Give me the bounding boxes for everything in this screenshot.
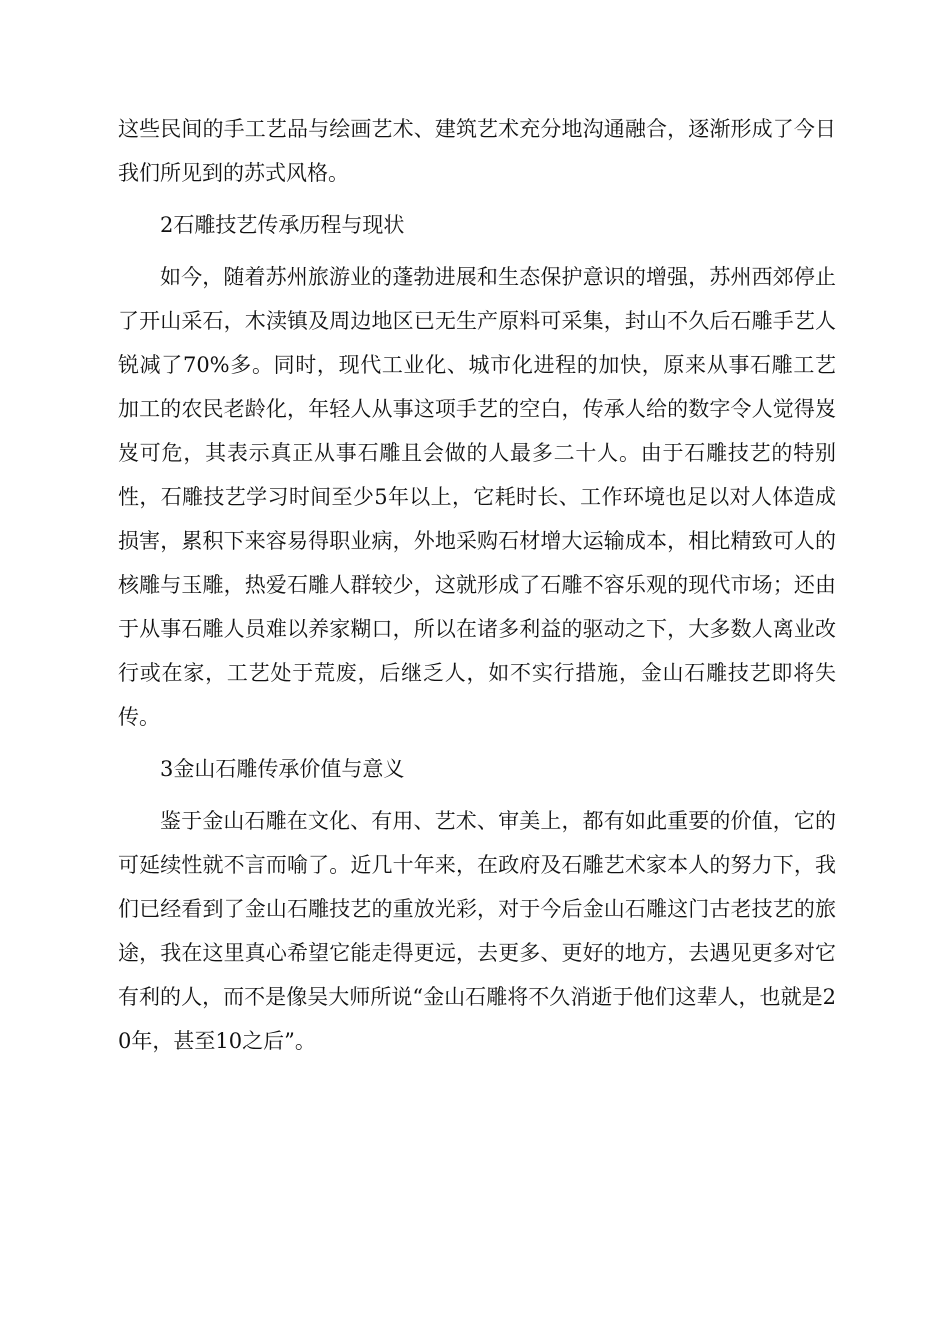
paragraph-section-3: 鉴于金山石雕在文化、有用、艺术、审美上，都有如此重要的价值，它的可延续性就不言而喻了。近几十年来，在政府及石雕艺术家本人的努力下，我们已经看到了金山石雕技艺的重放光彩，对于今后金山石雕这门古老技艺的旅途，我在这里真心希望它能走得更远，去更多、更好的地方，去遇见更多对它有利的人，而不是像吴大师所说“金山石雕将不久消逝于他们这辈人，也就是20年，甚至10之后”。 xyxy=(118,809,836,1053)
section-heading-3: 3金山石雕传承价值与意义 xyxy=(160,757,405,781)
paragraph-section-2: 如今，随着苏州旅游业的蓬勃进展和生态保护意识的增强，苏州西郊停止了开山采石，木渎镇及周边地区已无生产原料可采集，封山不久后石雕手艺人锐减了70%多。同时，现代工业化、城市化进程的加快，原来从事石雕工艺加工的农民老龄化，年轻人从事这项手艺的空白，传承人给的数字令人觉得岌岌可危，其表示真正从事石雕且会做的人最多二十人。由于石雕技艺的特别性，石雕技艺学习时间至少5年以上，它耗时长、工作环境也足以对人体造成损害，累积下来容易得职业病，外地采购石材增大运输成本，相比精致可人的核雕与玉雕，热爱石雕人群较少，这就形成了石雕不容乐观的现代市场；还由于从事石雕人员难以养家糊口，所以在诸多利益的驱动之下，大多数人离业改行或在家，工艺处于荒废，后继乏人，如不实行措施，金山石雕技艺即将失传。 xyxy=(118,265,836,729)
document-page xyxy=(118,107,836,1063)
section-heading-2: 2石雕技艺传承历程与现状 xyxy=(160,213,405,237)
paragraph-intro-continuation: 这些民间的手工艺品与绘画艺术、建筑艺术充分地沟通融合，逐渐形成了今日我们所见到的苏式风格。 xyxy=(118,117,836,185)
